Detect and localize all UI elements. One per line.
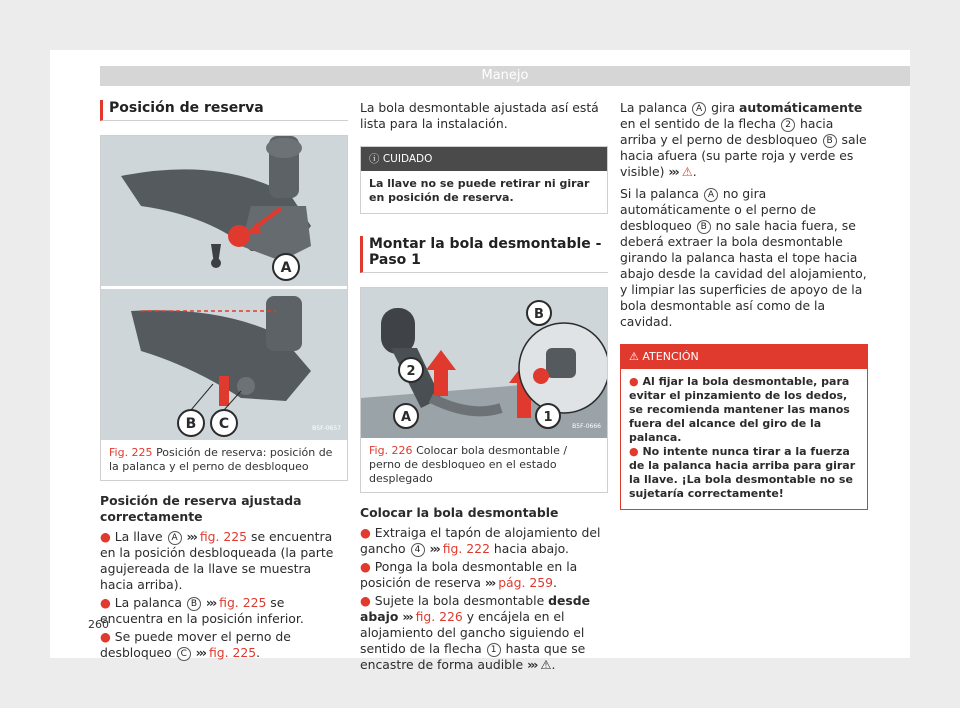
circle-label: A: [692, 102, 706, 116]
figure-code: B5F-0666: [572, 423, 601, 430]
figure-label-a: A: [280, 260, 292, 276]
bullet-dot: ●: [100, 529, 111, 544]
figure-code: B5F-0657: [312, 425, 341, 432]
figure-caption: [361, 438, 607, 492]
list-item: [360, 593, 608, 673]
column-left: [100, 100, 348, 663]
para-text: no gira automáticamente o el perno de desbloqueo: [620, 186, 816, 233]
figure-label-b: B: [534, 307, 544, 322]
para-text: hacia arriba y el perno de desbloqueo: [620, 116, 834, 147]
figure-225: [100, 135, 348, 481]
bullet-dot: ●: [100, 595, 111, 610]
manual-page: [50, 50, 910, 672]
bullet-emphasis: desde abajo: [360, 593, 591, 624]
bullet-dot: ●: [629, 375, 639, 388]
cross-ref-arrow: ›››: [429, 541, 439, 556]
list-item: [100, 529, 348, 593]
page-number: 260: [88, 618, 109, 631]
cross-ref-arrow: ›››: [527, 657, 537, 672]
warning-body: [621, 369, 867, 509]
bullet-dot: ●: [360, 593, 371, 608]
list-item: [629, 445, 859, 501]
list-item: [629, 375, 859, 445]
bullet-text: .: [553, 575, 557, 590]
bullet-text: La palanca: [114, 595, 182, 610]
figure-label-c: C: [218, 416, 230, 432]
para-emphasis: automáticamente: [739, 100, 863, 115]
bullet-text: Extraiga el tapón de alojamiento del gancho: [360, 525, 601, 556]
bullet-text: La llave: [114, 529, 163, 544]
bullet-text: Sujete la bola desmontable: [374, 593, 545, 608]
bullet-dot: ●: [100, 629, 111, 644]
para-text: Si la palanca: [620, 186, 699, 201]
intro-paragraph: La bola desmontable ajustada así está lista para la instalación.: [360, 100, 599, 131]
figure-reference-link[interactable]: fig. 225: [199, 529, 248, 544]
para-text: gira: [711, 100, 736, 115]
page-header: Manejo: [100, 66, 910, 86]
para-text: La palanca: [620, 100, 688, 115]
circle-label: B: [697, 220, 711, 234]
cross-ref-arrow: ›››: [484, 575, 495, 590]
bullet-text: Ponga la bola desmontable en la posición de reserva: [360, 559, 578, 590]
figure-caption-text: Colocar bola desmontable / perno de desbloqueo en el estado desplegado: [369, 444, 568, 485]
cross-ref-arrow: ›››: [186, 529, 196, 544]
caution-header: [361, 147, 607, 171]
figure-label-2: 2: [406, 364, 416, 379]
figure-label-b: B: [185, 416, 197, 432]
figure-226-image: [361, 288, 607, 438]
figure-225-image: [101, 136, 347, 440]
bullet-text: Se puede mover el perno de desbloqueo: [100, 629, 291, 660]
column-right: [620, 100, 868, 510]
caution-title: CUIDADO: [382, 153, 433, 165]
warning-title: ATENCIÓN: [642, 350, 699, 363]
warning-icon: ⚠: [681, 164, 693, 179]
page-reference-link[interactable]: pág. 259: [498, 575, 554, 590]
circle-label: 4: [411, 543, 425, 557]
figure-number: Fig. 226: [369, 444, 413, 457]
cross-ref-arrow: ›››: [205, 595, 216, 610]
circle-label: B: [823, 134, 837, 148]
bullet-text: .: [551, 657, 556, 672]
figure-caption-text: Posición de reserva: posición de la palanca y el perno de desbloqueo: [109, 446, 333, 473]
figure-226: [360, 287, 608, 493]
circle-label: 2: [781, 118, 795, 132]
circle-label: B: [187, 597, 201, 611]
tow-ball-illustration: [361, 288, 607, 438]
circle-label: A: [704, 188, 718, 202]
paragraph: [620, 186, 868, 330]
figure-label-1: 1: [543, 410, 553, 425]
bullet-dot: ●: [629, 445, 639, 458]
figure-label-a: A: [400, 410, 412, 425]
column-middle: [360, 100, 608, 675]
bullet-text: y encájela en el alojamiento del gancho siguiendo el sentido de la flecha: [360, 609, 585, 656]
caution-text: La llave no se puede retirar ni girar en posición de reserva.: [369, 177, 590, 204]
circle-label: C: [177, 647, 191, 661]
cross-ref-arrow: ›››: [668, 164, 678, 179]
para-text: sale hacia afuera (su parte roja y verde es visible): [620, 132, 867, 179]
circle-label: 1: [487, 643, 501, 657]
warning-text: No intente nunca tirar a la fuerza de la palanca hacia arriba para girar la llave. ¡La bola desmontable no se sujetaría correctamente!: [629, 445, 856, 500]
cross-ref-arrow: ›››: [402, 609, 412, 624]
paragraph: [620, 100, 868, 180]
figure-reference-link[interactable]: fig. 226: [415, 609, 463, 624]
warning-text: Al fijar la bola desmontable, para evitar el pinzamiento de los dedos, se recomienda mantener las manos fuera del alcance del giro de la palanca.: [629, 375, 850, 444]
bullet-dot: ●: [360, 525, 371, 540]
figure-number: Fig. 225: [109, 446, 153, 459]
sub-heading: Posición de reserva ajustada correctamente: [100, 493, 302, 524]
info-icon: ⓘ: [369, 153, 380, 165]
list-item: [360, 525, 608, 557]
figure-reference-link[interactable]: fig. 222: [442, 541, 490, 556]
warning-box: [620, 344, 868, 510]
bullet-dot: ●: [360, 559, 371, 574]
figure-reference-link[interactable]: fig. 225: [208, 645, 257, 660]
para-text: .: [692, 164, 697, 179]
bullet-text: hacia abajo.: [493, 541, 569, 556]
list-item: [360, 559, 608, 591]
sub-heading: Colocar la bola desmontable: [360, 505, 559, 520]
bullet-text: se encuentra en la posición inferior.: [100, 595, 304, 626]
caution-box: [360, 146, 608, 214]
bullet-text: .: [256, 645, 261, 660]
warning-icon: ⚠: [629, 350, 639, 363]
tow-hitch-illustration: [101, 136, 347, 440]
bullet-text: se encuentra en la posición desbloqueada (la parte agujereada de la llave se muestra hacia arriba).: [100, 529, 334, 592]
figure-reference-link[interactable]: fig. 225: [219, 595, 267, 610]
para-text: no sale hacia fuera, se deberá extraer la bola desmontable girando la palanca hasta el tope hacia abajo desde la cavidad del alojamiento, y limpiar las superficies de apoyo de la bola desmontable así como de la cavidad.: [620, 218, 867, 329]
warning-icon: ⚠: [540, 657, 552, 672]
bullet-text: hasta que se encastre de forma audible: [360, 641, 586, 672]
section-title: Montar la bola desmontable - Paso 1: [360, 236, 608, 273]
figure-caption: [101, 440, 347, 480]
list-item: [100, 629, 348, 661]
section-title: Posición de reserva: [100, 100, 348, 121]
list-item: [100, 595, 348, 627]
warning-header: [621, 345, 867, 369]
cross-ref-arrow: ›››: [195, 645, 205, 660]
para-text: en el sentido de la flecha: [620, 116, 777, 131]
circle-label: A: [168, 531, 182, 545]
